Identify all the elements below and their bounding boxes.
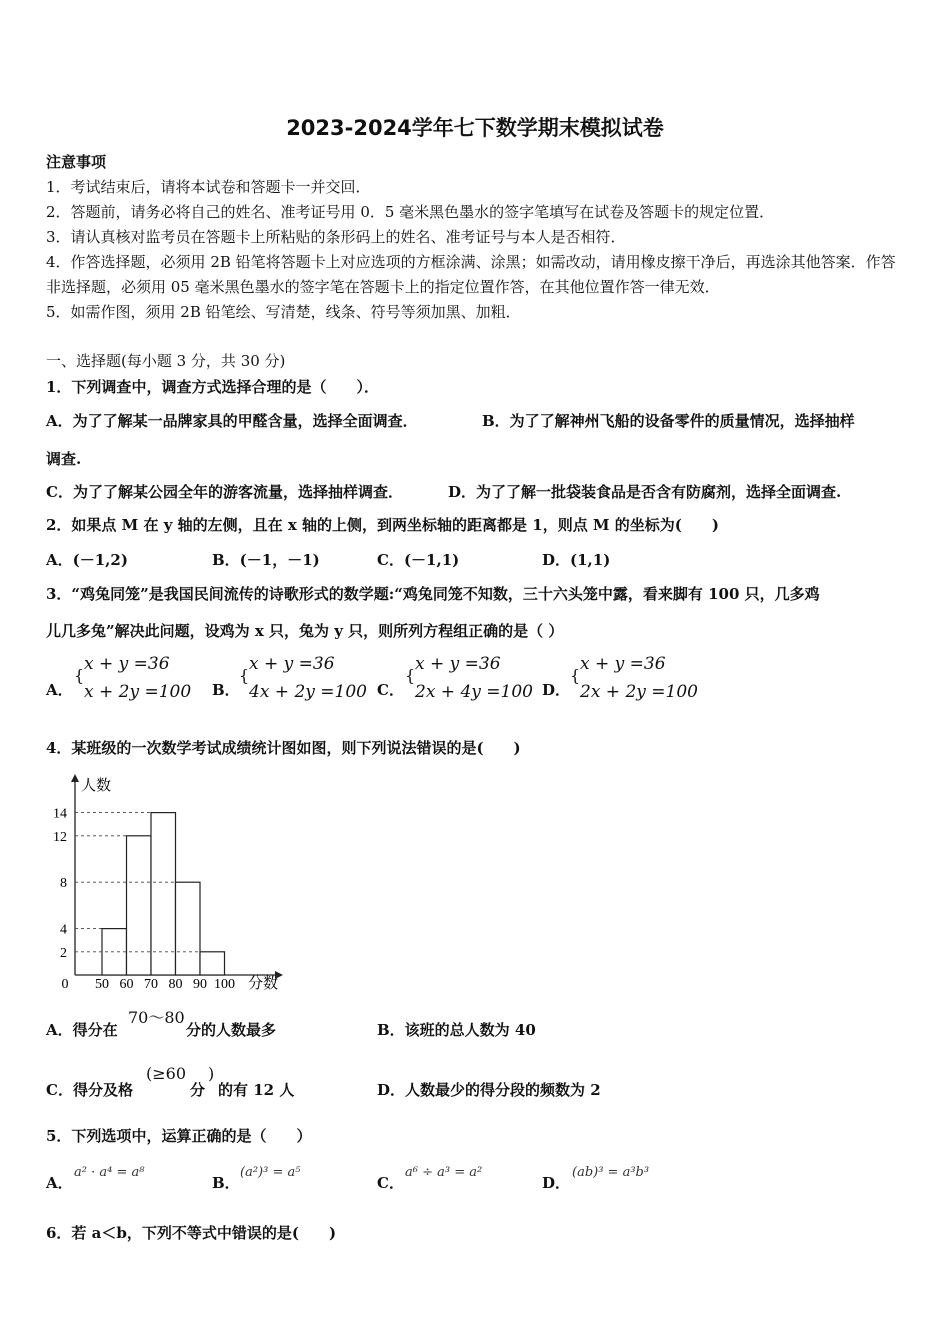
x-axis-label: 分数 [248, 976, 279, 992]
x-tick-label: 80 [168, 977, 183, 992]
q4-option-b: B．该班的总人数为 40 [377, 1021, 536, 1039]
x-tick-label: 60 [119, 977, 134, 992]
note-item-2: 2．答题前，请务必将自己的姓名、准考证号用 0．5 毫米黑色墨水的签字笔填写在试卷及答题卡的规定位置． [46, 203, 775, 221]
equation: x + y =36 [249, 654, 335, 674]
y-tick-label: 12 [53, 829, 67, 845]
brace-icon: { [570, 666, 581, 685]
q3-option-c-label: C． [377, 681, 404, 699]
equation: x + y =36 [415, 654, 501, 674]
equation: x + 2y =100 [84, 682, 192, 702]
q2-option-d: D．(1,1) [542, 551, 611, 569]
q4-option-c-math: (≥60 [146, 1064, 187, 1083]
q4-option-d: D．人数最少的得分段的频数为 2 [377, 1081, 601, 1099]
q3-stem-line2: 儿几多兔”解决此问题，设鸡为 x 只，兔为 y 只，则所列方程组正确的是（ ） [46, 622, 564, 640]
q3-option-b-label: B． [212, 681, 240, 699]
x-tick-label: 100 [214, 977, 235, 992]
note-item-1: 1．考试结束后，请将本试卷和答题卡一并交回． [46, 178, 371, 196]
q4-option-a-math: 70～80 [128, 1008, 185, 1027]
q2-option-a: A．(－1,2) [46, 551, 128, 569]
q3-option-b-system [239, 650, 367, 706]
q3-option-a-label: A． [46, 681, 73, 699]
q5-option-b-label: B． [212, 1174, 240, 1192]
q3-stem-line1: 3．“鸡兔同笼”是我国民间流传的诗歌形式的数学题:“鸡兔同笼不知数，三十六头笼中露，看来脚有 100 只，几多鸡 [46, 585, 820, 603]
brace-icon: { [74, 666, 85, 685]
notes-heading: 注意事项 [46, 153, 107, 171]
q5-option-c-math: a⁶ ÷ a³ = a² [405, 1165, 483, 1180]
equation: x + y =36 [84, 654, 170, 674]
y-axis-arrow-icon [71, 774, 79, 782]
q4-option-c-pre: C．得分及格 [46, 1081, 133, 1099]
brace-icon: { [405, 666, 416, 685]
q3-option-d-system [570, 650, 698, 706]
q3-option-a-system [74, 650, 192, 706]
q5-option-d-label: D． [542, 1174, 571, 1192]
q3-option-c-system [405, 650, 533, 706]
histogram-bar [151, 813, 176, 975]
score-histogram-chart [40, 770, 300, 995]
equation: 2x + 2y =100 [580, 682, 698, 702]
q5-option-d-math: (ab)³ = a³b³ [572, 1165, 650, 1180]
section-heading: 一、选择题(每小题 3 分，共 30 分) [46, 352, 286, 370]
q4-stem: 4．某班级的一次数学考试成绩统计图如图，则下列说法错误的是( ) [46, 739, 521, 757]
q3-option-d-label: D． [542, 681, 571, 699]
equation: x + y =36 [580, 654, 666, 674]
q5-option-a-label: A． [46, 1174, 73, 1192]
q1-option-c: C．为了了解某公园全年的游客流量，选择抽样调查． [46, 483, 403, 501]
q2-stem: 2．如果点 M 在 y 轴的左侧，且在 x 轴的上侧，到两坐标轴的距离都是 1，则点 M 的坐标为( ) [46, 516, 719, 534]
q1-option-a: A．为了了解某一品牌家具的甲醛含量，选择全面调查． [46, 412, 418, 430]
q4-option-c-unit: 分 [190, 1081, 206, 1099]
histogram-bar [200, 952, 225, 975]
x-tick-label: 90 [193, 977, 207, 992]
note-item-5: 5．如需作图，须用 2B 铅笔绘、写清楚，线条、符号等须加黑、加粗． [46, 303, 521, 321]
x-tick-label: 50 [95, 977, 109, 992]
histogram-bar [127, 836, 152, 975]
q5-option-a-math: a² · a⁴ = a⁸ [74, 1165, 145, 1180]
q1-stem: 1．下列调查中，调查方式选择合理的是（ ）． [46, 378, 379, 396]
q6-stem: 6．若 a＜b，下列不等式中错误的是( ) [46, 1224, 337, 1242]
x-tick-label: 0 [61, 977, 69, 992]
q2-option-b: B．(－1，－1) [212, 551, 320, 569]
note-item-4: 4．作答选择题，必须用 2B 铅笔将答题卡上对应选项的方框涂满、涂黑；如需改动，请用橡皮擦干净后，再选涂其他答案．作答非选择题，必须用 05 毫米黑色墨水的签字笔在答题卡上的指定位置作答，在其他位置作答一律无效． [46, 253, 896, 296]
q5-stem: 5．下列选项中，运算正确的是（ ） [46, 1127, 312, 1145]
q4-option-a-pre: A．得分在 [46, 1021, 118, 1039]
y-tick-label: 8 [60, 876, 67, 892]
q4-option-a-post: 分的人数最多 [186, 1021, 277, 1039]
x-tick-label: 70 [144, 977, 158, 992]
q5-option-c-label: C． [377, 1174, 404, 1192]
y-tick-label: 4 [60, 922, 67, 938]
q1-option-b: B．为了了解神州飞船的设备零件的质量情况，选择抽样 [482, 412, 855, 430]
y-axis-label: 人数 [81, 778, 112, 794]
equation: 2x + 4y =100 [415, 682, 533, 702]
equation: 4x + 2y =100 [249, 682, 367, 702]
brace-icon: { [239, 666, 250, 685]
y-tick-label: 14 [53, 806, 67, 822]
note-item-3: 3．请认真核对监考员在答题卡上所粘贴的条形码上的姓名、准考证号与本人是否相符． [46, 228, 626, 246]
page-title: 2023-2024学年七下数学期末模拟试卷 [286, 116, 664, 140]
q4-option-c-post: 的有 12 人 [218, 1081, 295, 1099]
y-tick-label: 2 [60, 945, 67, 961]
q4-option-c-paren: ) [208, 1064, 215, 1083]
q1-option-b-cont: 调查. [46, 450, 82, 468]
q2-option-c: C．(－1,1) [377, 551, 460, 569]
q5-option-b-math: (a²)³ = a⁵ [240, 1165, 301, 1180]
histogram-bar [176, 882, 201, 975]
q1-option-d: D．为了了解一批袋装食品是否含有防腐剂，选择全面调查. [448, 483, 842, 501]
